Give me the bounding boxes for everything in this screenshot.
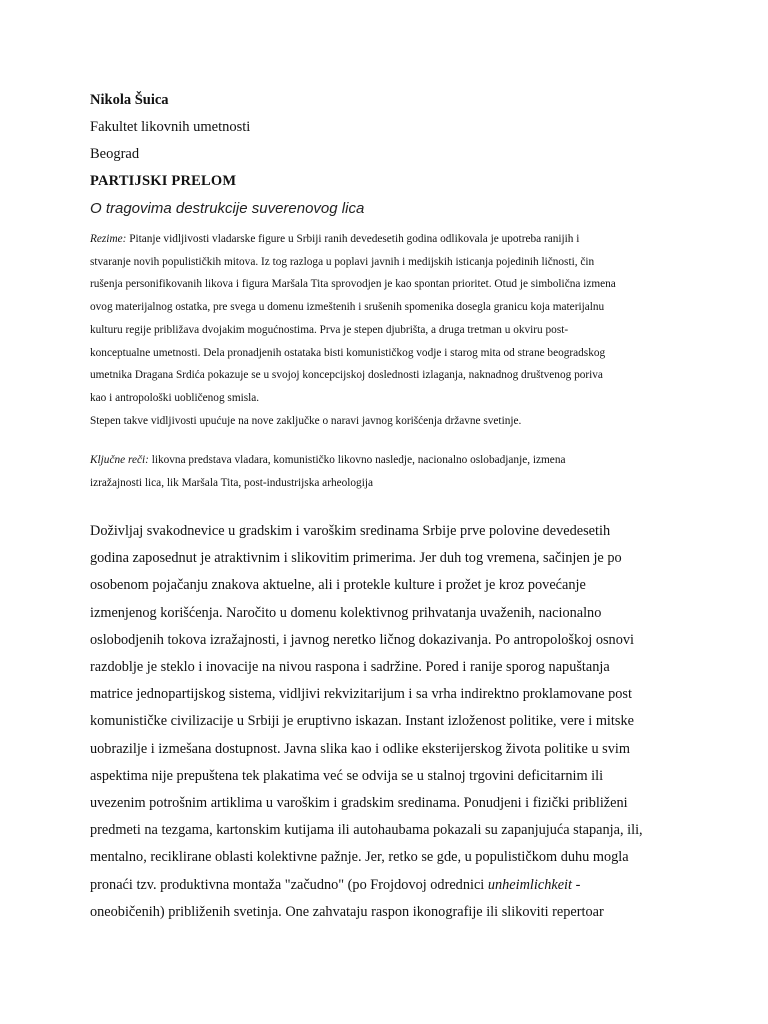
city: Beograd [90,146,140,162]
body-line: komunističke civilizacije u Srbiji je eruptivno iskazan. Instant izloženost politike, vere i mitske [90,713,634,730]
abstract-line: kulturu regije približava dvojakim mogućnostima. Prva je stepen djubrišta, a druga tretman u okviru post- [90,323,569,336]
abstract-label: Rezime: [90,233,127,245]
abstract-line: konceptualne umetnosti. Dela pronadjenih ostataka bisti komunističkog vodje i starog mita od strane beogradskog [90,346,606,359]
body-line: uobrazilje i izmešana dostupnost. Javna slika kao i odlike eksterijerskog života politike u svim [90,740,630,757]
abstract-line: stvaranje novih populističkih mitova. Iz tog razloga u poplavi javnih i medijskih isticanja pojedinih ličnosti, čin [90,255,595,268]
body-line: Doživljaj svakodnevice u gradskim i varoškim sredinama Srbije prve polovine devedesetih [90,523,611,539]
abstract-line: umetnika Dragana Srdića pokazuje se u svojoj koncepcijskoj doslednosti izlaganja, naknadnog društvenog poriva [90,369,603,382]
abstract-line: kao i antropološki uobličenog smisla. [90,391,260,404]
affiliation: Fakultet likovnih umetnosti [90,119,251,135]
paper-title: PARTIJSKI PRELOM [90,173,237,189]
body-line: aspektima nije prepuštena tek plakatima već se odvija se u stalnoj trgovini deficitarnim ili [90,767,604,784]
body-line: godina zaposednut je atraktivnim i slikovitim primerima. Jer duh tog vremena, sačinjen je po [90,550,622,567]
abstract-line: ovog materijalnog ostatka, pre svega u domenu izmeštenih i srušenih spomenika dosegla granicu koja materijalnu [90,301,605,314]
keywords-line: izražajnosti lica, lik Maršala Tita, post-industrijska arheologija [90,476,373,489]
keywords-line: Ključne reči: likovna predstava vladara, komunističko likovno nasledje, nacionalno oslobadjanje, izmena [90,454,566,466]
body-line: pronaći tzv. produktivna montaža "začudno" (po Frojdovoj odrednici unheimlichkeit - [90,876,581,893]
author-name: Nikola Šuica [90,92,169,108]
body-line: mentalno, reciklirane oblasti kolektivne pažnje. Jer, retko se gde, u populističkom duhu mogla [90,849,629,866]
body-line: oslobodjenih tokova izražajnosti, i javnog neretko ličnog dokazivanja. Po antropološkoj osnovi [90,631,634,648]
body-line: predmeti na tezgama, kartonskim kutijama ili autohaubama pokazali su zapanjujuća stapanja, ili, [90,822,643,839]
abstract-line: rušenja personifikovanih likova i figura Maršala Tita sprovodjen je kao spontan prioritet. Otud je simbolična izmena [90,278,616,291]
keywords-label: Ključne reči: [90,454,149,466]
italic-term: unheimlichkeit [487,876,573,893]
keywords [90,449,680,494]
body-line: izmenjenog korišćenja. Naročito u domenu kolektivnog prihvatanja uvaženih, nacionalno [90,604,602,621]
body-line: oneobičenih) približenih svetinja. One zahvataju raspon ikonografije ili slikoviti repertoar [90,903,604,920]
abstract-line: Stepen takve vidljivosti upućuje na nove zaključke o naravi javnog korišćenja državne svetinje. [90,414,522,427]
body-paragraph [90,518,680,926]
abstract [90,228,680,432]
body-line: osobenom pojačanju znakova aktuelne, ali i protekle kulture i prožet je kroz povećanje [90,577,586,594]
body-line: uvezenim potrošnim artiklima u varoškim i gradskim sredinama. Ponudjeni i fizički približeni [90,795,628,812]
body-line: razdoblje je steklo i inovacije na nivou raspona i sadržine. Pored i ranije sporog napuštanja [90,659,610,676]
abstract-line: Rezime: Pitanje vidljivosti vladarske figure u Srbiji ranih devedesetih godina odlikovala je upotreba ranijih i [90,233,580,245]
paper-subtitle: O tragovima destrukcije suverenovog lica [90,200,365,217]
body-line: matrice jednopartijskog sistema, vidljivi rekvizitarijum i sa vrha indirektno proklamovane post [90,686,632,703]
